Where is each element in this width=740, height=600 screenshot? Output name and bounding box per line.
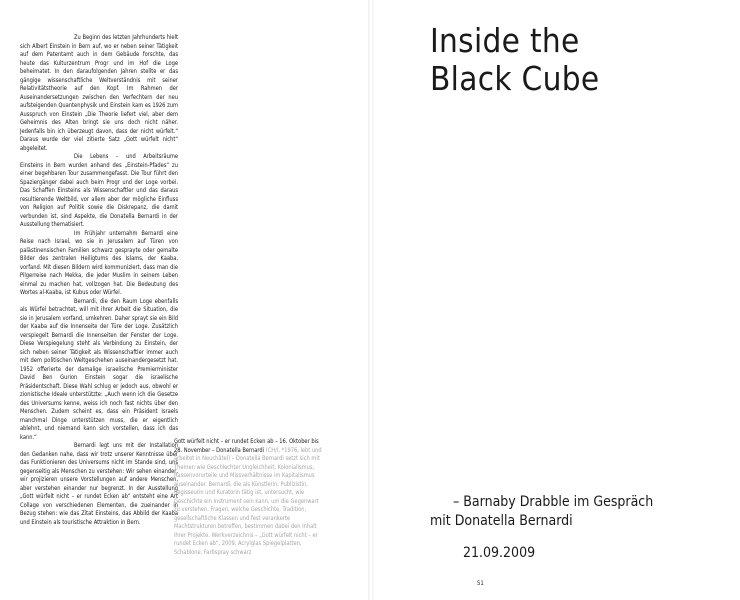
body-text-column (20, 34, 178, 527)
exhibition-title-line: Gott würfelt nicht – er rundet Ecken ab – 16. Oktober bis 28. November – Donatella Bernardi (174, 439, 319, 454)
interview-subtitle (430, 493, 730, 531)
page-number: 51 (477, 580, 484, 587)
body-paragraph: Die Lebens – und Arbeitsräume Einsteins in Bern wurden anhand des „Einstein-Pfades“ zu einer begehbaren Tour zusammengefasst. Die Tour führt den Spaziergänger dabei auch beim Progr und der Loge vorbei. Das Schaffen Einsteins als Wissenschaftler und das daraus resultierende Weltbild, vor allem aber der mögliche Einfluss von Religion auf Politik sowie die Diskrepanz, die damit verbunden ist, sind Aspekte, die Donatella Bernardi in der Ausstellung thematisiert. (20, 154, 178, 228)
title-line-2: Black Cube (430, 59, 600, 98)
title-line-1: Inside the (430, 21, 580, 60)
body-paragraph: Im Frühjahr unternahm Bernardi eine Reise nach Israel, wo sie in Jerusalem auf Türen von palästinensischen Familien schwarz gesprayte oder gemalte Bilder des zentralen Heiligtums des Islams, der Kaaba, vorfand. Mit diesen Bildern wird kommuniziert, dass man die Pilgerreise nach Mekka, die jeder Muslim in seinem Leben einmal zu machen hat, vollzogen hat. Die Bedeutung des Wortes al-Kaaba, ist Kubus oder Würfel. (20, 230, 178, 296)
body-paragraph: Zu Beginn des letzten Jahrhunderts hielt sich Albert Einstein in Bern auf, wo er neben seiner Tätigkeit auf dem Patentamt auch in dem Gebäude forschte, das heute das Kulturzentrum Progr und im Hof die Loge beheimatet. In den daraufolgenden Jahren stellte er das gängige wissenschaftliche Weltverständnis mit seiner Relativitätstheorie auf den Kopf. Im Rahmen der Auseinandersetzungen zwischen den Verfechtern der neu aufsteigenden Quantenphysik und Einstein kam es 1926 zum Ausspruch von Einstein „Die Theorie liefert viel, aber dem Geheimnis des Alten bringt sie uns doch nicht näher. Jedenfalls bin ich überzeugt davon, dass der nicht würfelt.“ Daraus wurde der viel zitierte Satz „Gott würfelt nicht“ abgeleitet. (20, 35, 178, 152)
subtitle-line-1: – Barnaby Drabble im Gespräch (453, 494, 654, 510)
exhibition-info-column (174, 438, 326, 557)
body-paragraph: Bernardi legt uns mit der Installation den Gedanken nahe, dass wir trotz unserer Kenntnisse über das Funktionieren des Universums nicht im Stande sind, uns gegenseitig als Menschen zu verstehen: Wir sehen einander, wir projizieren unsere Vorstellungen auf andere Menschen, aber verstehen einander nur begrenzt. In der Ausstellung „Gott würfelt nicht – er rundet Ecken ab“ entsteht eine Art Collage von verschiedenen Elementen, die zueinander in Bezug stehen: wie das Zitat Einsteins, das Abbild der Kaaba und Einstein als touristische Attraktion in Bern. (20, 443, 178, 526)
body-paragraph: Bernardi, die den Raum Loge ebenfalls als Würfel betrachtet, will mit ihrer Arbeit die Situation, die sie in Jerusalem vorfand, umkehren. Daher sprayt sie ein Bild der Kaaba auf die Innenseite der Türe der Loge. Zusätzlich verspiegelt Bernardi die Innenseiten der Fenster der Loge. Diese Verspiegelung steht als Verbindung zu Einstein, der sich neben seiner Tätigkeit als Wissenschaftler immer auch mit dem politischen Weltgeschehen auseinandergesetzt hat. 1952 offerierte der damalige israelische Premierminister David Ben Gurion Einstein sogar die israelische Präsidentschaft. Diese Wahl schlug er jedoch aus, obwohl er zionistische Ideale unterstützte: „Auch wenn ich die Gesetze des Universums kenne, weiss ich noch fast nichts über den Menschen. Zudem scheint es, dass ein Präsident Israels manchmal Dinge unterstützen muss, die er eigentlich ablehnt, und niemand kann sich vorstellen, dass ich das kann.“ (20, 298, 178, 441)
interview-date: 21.09.2009 (463, 545, 536, 561)
artist-bio: (CH/I, *1976, lebt und arbeitet in Neuchâtel) – Donatella Bernardi setzt sich mit Themen wie Geschlechter Ungleichheit, Kolonialismus, Rassenvorurteile und Missverhältnisse im Kapitalismus auseinander. Bernardi, die als Künstlerin, Publizistin, Regisseurin und Kuratorin tätig ist, untersucht, wie Geschichte ein Instrument sein kann, um die Gegenwart zu verstehen. Fragen, welche Geschichte, Tradition, gesellschaftliche Klassen und fest verankerte Machtstrukturen betreffen, bestimmen dabei den Inhalt ihrer Projekte. Werkverzeichnis – „Gott würfelt nicht – er rundet Ecken ab“, 2009, Acrylglas Spiegelplatten, Schablone, Farbspray schwarz (174, 447, 322, 556)
subtitle-line-2: mit Donatella Bernardi (430, 513, 573, 529)
page-title (430, 22, 599, 98)
page-gutter (368, 0, 374, 600)
